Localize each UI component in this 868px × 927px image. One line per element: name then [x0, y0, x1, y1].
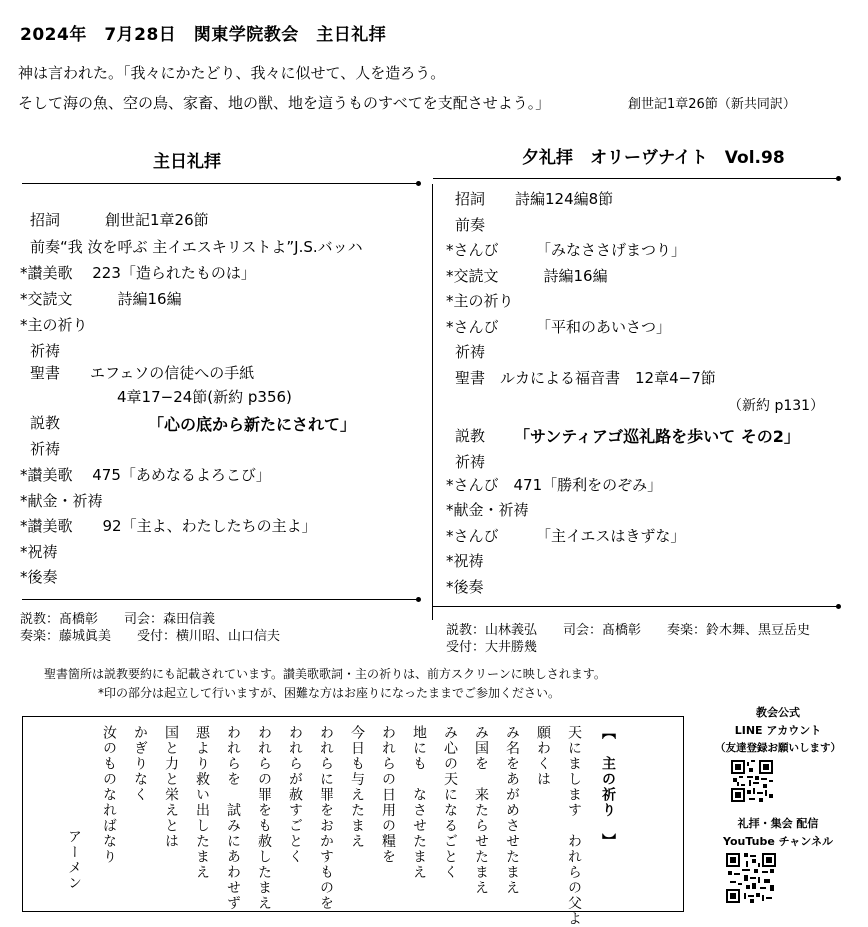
prayer-line: み国を 来たらせたまえ — [473, 725, 489, 896]
morning-bottom-rule — [22, 599, 418, 600]
page-title: 2024年 7月28日 関東学院教会 主日礼拝 — [20, 25, 387, 45]
evening-item: 前奏 — [455, 216, 486, 234]
evening-staff-1: 説教：山林義弘 司会：髙橋彰 奏楽：鈴木舞、黒豆岳史 — [446, 623, 811, 638]
evening-item: *さんび 471「勝利をのぞみ」 — [446, 476, 663, 494]
line-label-3: （友達登録お願いします） — [715, 742, 841, 754]
evening-item: 説教 — [455, 427, 486, 445]
evening-item: 招詞 詩編124編8節 — [455, 190, 614, 208]
youtube-label-1: 礼拝・集会 配信 — [737, 817, 819, 830]
morning-item: 前奏“我 汝を呼ぶ 主イエスキリストよ”J.S.バッハ — [30, 238, 363, 256]
morning-item: 4章17−24節(新約 p356) — [117, 388, 292, 406]
evening-item: （新約 p131） — [728, 398, 825, 414]
evening-item: *さんび 「主イエスはきずな」 — [446, 527, 686, 545]
morning-sermon-title: 「心の底から新たにされて」 — [148, 415, 357, 434]
prayer-line: かぎりなく — [132, 725, 148, 803]
evening-item: *さんび 「みなささげまつり」 — [446, 241, 687, 259]
morning-item: *讃美歌 92「主よ、わたしたちの主よ」 — [20, 517, 317, 535]
morning-item: *祝祷 — [20, 543, 58, 561]
morning-item: *後奏 — [20, 568, 58, 586]
morning-item: 招詞 創世記1章26節 — [30, 211, 209, 229]
prayer-line: 今日も与えたまえ — [349, 725, 365, 849]
column-divider — [432, 184, 433, 620]
morning-top-rule — [22, 183, 418, 184]
note-line-2: *印の部分は起立して行いますが、困難な方はお座りになったままでご参加ください。 — [98, 686, 561, 700]
prayer-line: 願わくは — [535, 725, 551, 787]
prayer-line: われらの罪をも赦したまえ — [256, 725, 272, 911]
morning-item: 祈祷 — [30, 440, 61, 458]
morning-staff-2: 奏楽：藤城眞美 受付：横川昭、山口信夫 — [20, 629, 281, 644]
evening-rule-dot — [836, 604, 841, 609]
evening-item: *献金・祈祷 — [446, 501, 529, 519]
evening-item: *さんび 「平和のあいさつ」 — [446, 318, 672, 336]
line-qr-code[interactable] — [731, 760, 773, 802]
lords-prayer-box — [22, 716, 684, 927]
line-label-2: LINE アカウント — [734, 724, 822, 737]
evening-item: *祝祷 — [446, 552, 484, 570]
evening-item: 祈祷 — [455, 343, 486, 361]
prayer-line: 汝のものなればなり — [101, 725, 117, 865]
morning-rule-dot — [416, 597, 421, 602]
morning-item: *讃美歌 475「あめなるよろこび」 — [20, 466, 271, 484]
prayer-line: み名をあがめさせたまえ — [504, 725, 520, 896]
prayer-title: 【 主の祈り 】 — [600, 725, 616, 849]
morning-item: *献金・祈祷 — [20, 492, 103, 510]
morning-rule-dot — [416, 181, 421, 186]
prayer-line: 国と力と栄えとは — [163, 725, 179, 849]
evening-item: *交読文 詩編16編 — [446, 267, 608, 285]
prayer-amen: アーメン — [66, 829, 82, 891]
evening-staff-2: 受付：大井勝幾 — [446, 640, 538, 655]
evening-item: *後奏 — [446, 578, 484, 596]
morning-item: *主の祈り — [20, 316, 88, 334]
evening-rule-dot — [836, 176, 841, 181]
prayer-line: われらに罪をおかすものを — [318, 725, 334, 911]
verse-source: 創世記1章26節（新共同訳） — [628, 97, 796, 112]
prayer-line: われらの日用の糧を — [380, 725, 396, 865]
morning-item: 聖書 エフェソの信徒への手紙 — [30, 364, 255, 382]
evening-title: 夕礼拝 オリーヴナイト Vol.98 — [522, 148, 785, 168]
youtube-qr-code[interactable] — [726, 853, 776, 903]
evening-sermon-title: 「サンティアゴ巡礼路を歩いて その2」 — [514, 427, 800, 446]
prayer-line: 悪より救い出したまえ — [194, 725, 210, 880]
line-label-1: 教会公式 — [756, 706, 800, 719]
evening-item: *主の祈り — [446, 292, 514, 310]
note-line-1: 聖書箇所は説教要約にも記載されています。讃美歌歌詞・主の祈りは、前方スクリーンに映しされます。 — [44, 667, 606, 681]
youtube-label-2: YouTube チャンネル — [723, 835, 833, 848]
evening-item: 聖書 ルカによる福音書 12章4−7節 — [455, 369, 716, 387]
evening-top-rule — [433, 178, 839, 179]
morning-item: 説教 — [30, 414, 61, 432]
prayer-line: われらが赦すごとく — [287, 725, 303, 865]
morning-item: 祈祷 — [30, 342, 61, 360]
verse-line-1: 神は言われた。「我々にかたどり、我々に似せて、人を造ろう。 — [18, 64, 446, 82]
morning-title: 主日礼拝 — [153, 152, 221, 172]
prayer-line: 地にも なさせたまえ — [411, 725, 427, 880]
verse-line-2: そして海の魚、空の鳥、家畜、地の獣、地を這うものすべてを支配させよう。」 — [18, 94, 551, 112]
morning-item: *交読文 詩編16編 — [20, 290, 182, 308]
morning-staff-1: 説教：髙橋彰 司会：森田信義 — [20, 612, 216, 627]
evening-item: 祈祷 — [455, 453, 486, 471]
prayer-line: われらを 試みにあわせず — [225, 725, 241, 911]
prayer-line: 天にまします われらの父よ — [566, 725, 582, 927]
prayer-line: み心の天になるごとく — [442, 725, 458, 880]
evening-bottom-rule — [433, 606, 839, 607]
morning-item: *讃美歌 223「造られたものは」 — [20, 264, 256, 282]
